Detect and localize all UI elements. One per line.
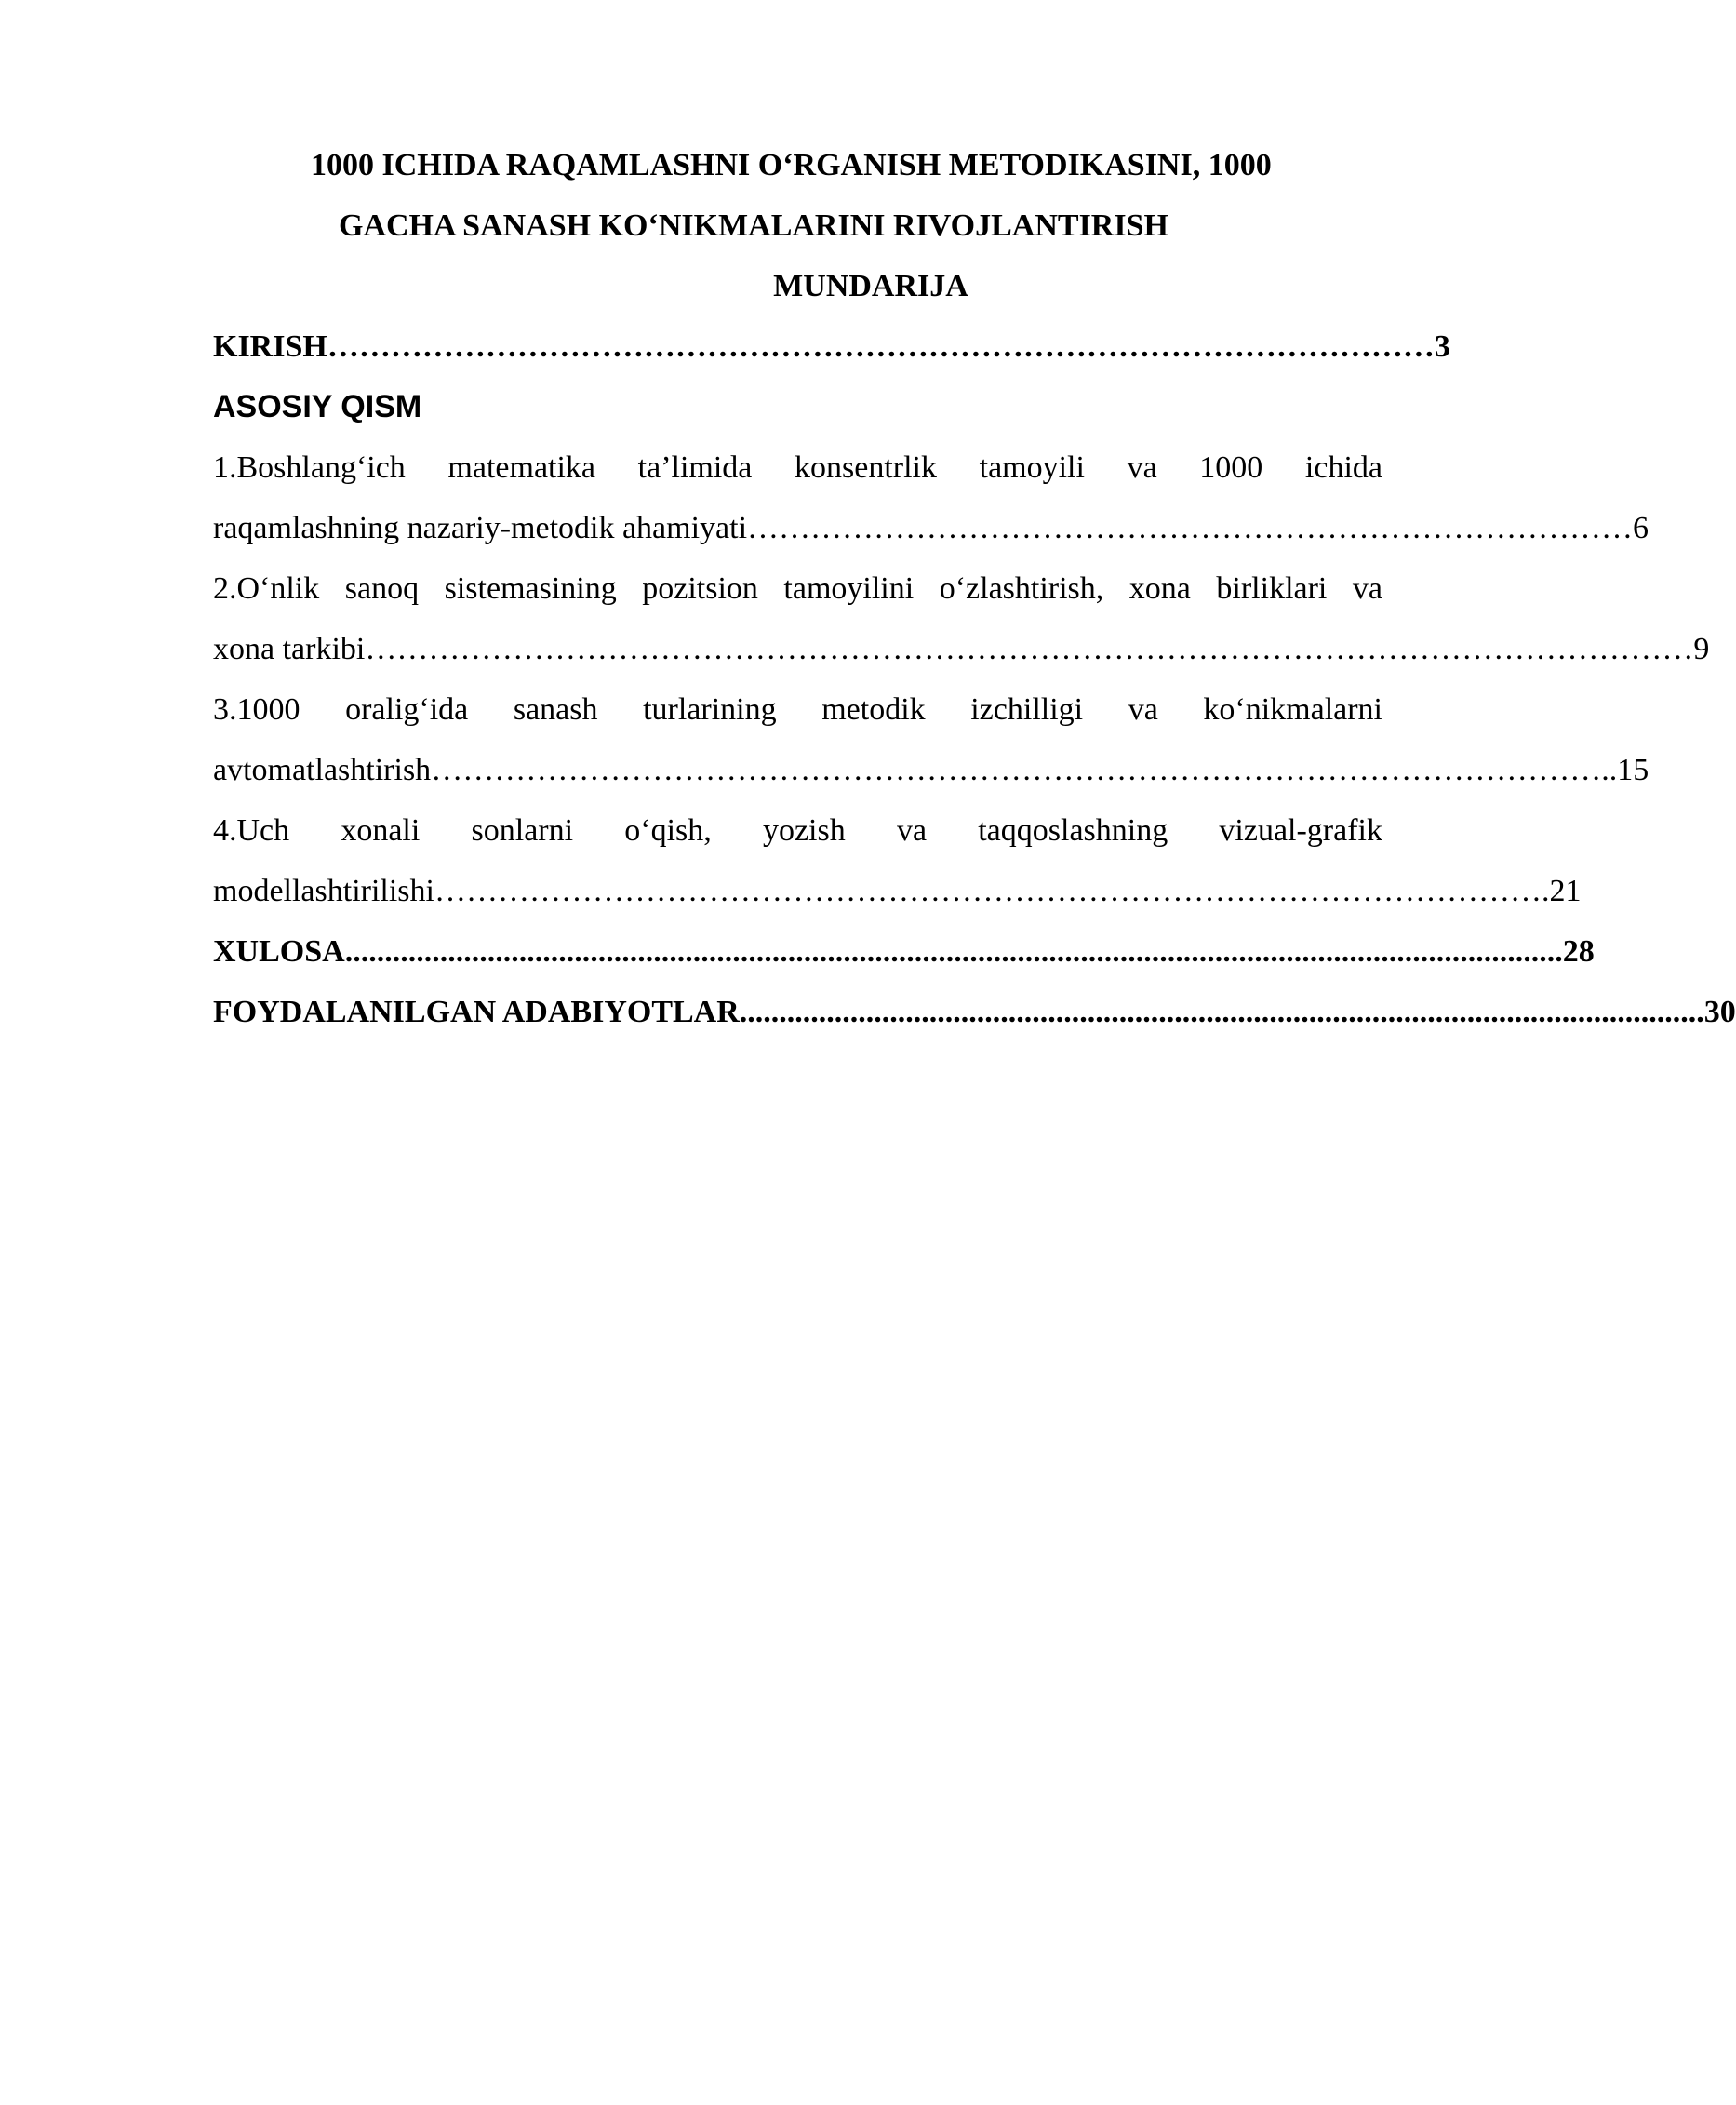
toc-entry-label: raqamlashning nazariy-metodik ahamiyati <box>213 511 748 545</box>
toc-leader-dots: ……………………………………………………………………………………………. <box>434 874 1550 908</box>
toc-entry-4-line-2 <box>213 861 1582 921</box>
title-line-1: 1000 ICHIDA RAQAMLASHNI O‘RGANISH METODIKASINI, 1000 <box>311 148 1272 182</box>
toc-page-number: 30 <box>1703 995 1736 1029</box>
toc-page-number: 15 <box>1617 753 1649 787</box>
section-heading-main: ASOSIY QISM <box>213 389 422 424</box>
toc-leader-dots: .......................................................................................................................................................... <box>344 934 1563 969</box>
toc-leader-dots: ………………………………………………………………………………………………….. <box>431 753 1618 787</box>
toc-heading: MUNDARIJA <box>773 269 968 303</box>
toc-leader-dots: ………………………………………………………………………… <box>747 511 1634 545</box>
toc-page-number: 21 <box>1549 874 1582 908</box>
toc-entry-1-line-1: 1.Boshlang‘ich matematika ta’limida konsentrlik tamoyili va 1000 ichida <box>213 450 1382 485</box>
toc-entry-label: xona tarkibi <box>213 632 366 666</box>
toc-entry-intro <box>213 316 1450 377</box>
toc-entry-3-line-2 <box>213 740 1649 800</box>
toc-entry-label: modellashtirilishi <box>213 874 434 908</box>
toc-entry-4-line-1: 4.Uch xonali sonlarni o‘qish, yozish va taqqoslashning vizual-grafik <box>213 813 1382 848</box>
toc-entry-3-line-1: 3.1000 oralig‘ida sanash turlarining metodik izchilligi va ko‘nikmalarni <box>213 692 1382 727</box>
table-of-contents <box>213 135 1736 1042</box>
title-line-2: GACHA SANASH KO‘NIKMALARINI RIVOJLANTIRISH <box>339 208 1168 243</box>
toc-entry-2-line-2 <box>213 619 1710 679</box>
toc-entry-1-line-2 <box>213 498 1649 558</box>
toc-entry-conclusion <box>213 921 1595 982</box>
toc-leader-dots: …………………………………………………………………………………………… <box>327 329 1435 364</box>
toc-page-number: 6 <box>1633 511 1649 545</box>
toc-entry-2-line-1: 2.O‘nlik sanoq sistemasining pozitsion tamoyilini o‘zlashtirish, xona birliklari va <box>213 571 1382 606</box>
toc-leader-dots: .......................................................................................................................... <box>739 995 1704 1029</box>
toc-page-number: 28 <box>1562 934 1595 969</box>
toc-entry-label: KIRISH <box>213 329 327 364</box>
toc-entry-label: XULOSA <box>213 934 345 969</box>
toc-page-number: 9 <box>1693 632 1710 666</box>
toc-page-number: 3 <box>1434 329 1450 364</box>
toc-leader-dots: ……………………………………………………………………………………………………………… <box>365 632 1694 666</box>
toc-entry-references <box>213 982 1736 1042</box>
toc-entry-label: avtomatlashtirish <box>213 753 432 787</box>
toc-entry-label: FOYDALANILGAN ADABIYOTLAR <box>213 995 740 1029</box>
